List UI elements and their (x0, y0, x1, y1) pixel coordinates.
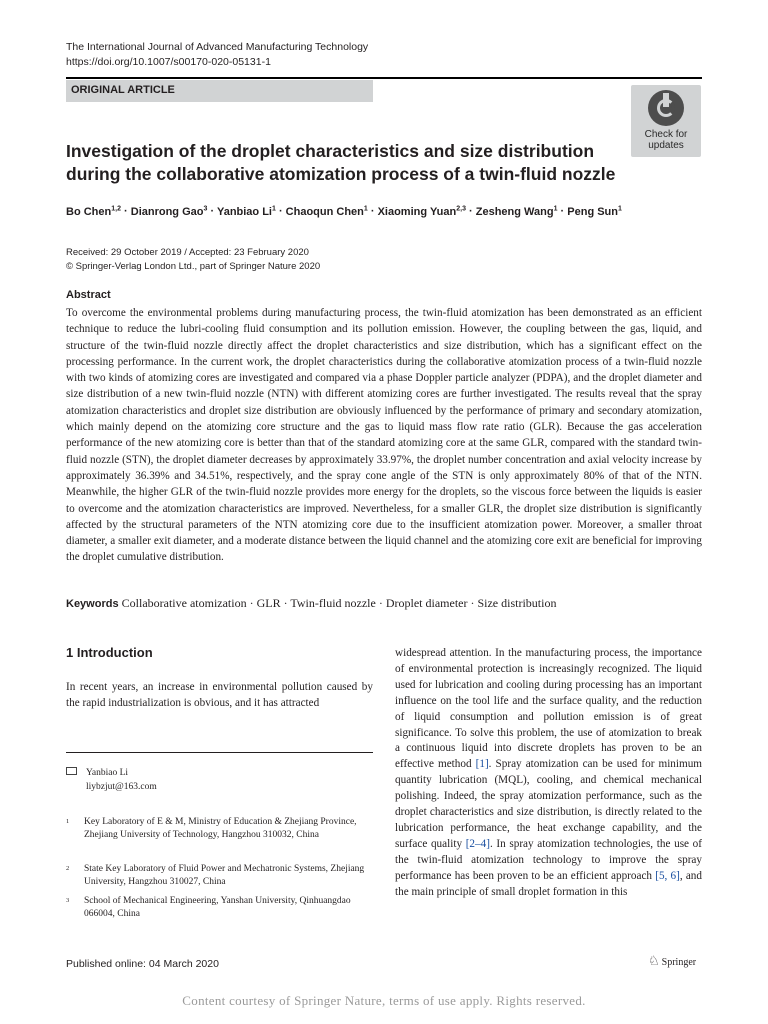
affiliation-item: 1 Key Laboratory of E & M, Ministry of Education & Zhejiang Province, Zhejiang University of Technology, Hangzhou 310032, China (66, 817, 357, 840)
check-updates-icon (648, 90, 684, 126)
intro-left-paragraph: In recent years, an increase in environmental pollution caused by the rapid industrialization is obvious, and it has attracted (66, 681, 373, 710)
author[interactable]: Bo Chen$^{1,2}$ (66, 205, 121, 218)
corresponding-name: Yanbiao Li (86, 768, 129, 778)
keywords-text: Collaborative atomization · GLR · Twin-fluid nozzle · Droplet diameter · Size distribution (121, 596, 557, 610)
footnote-rule (66, 752, 373, 753)
keywords (66, 596, 556, 611)
copyright-line: © Springer-Verlag London Ltd., part of Springer Nature 2020 (66, 261, 321, 272)
header-rule (66, 77, 702, 79)
affiliation-item: 2 State Key Laboratory of Fluid Power and Mechatronic Systems, Zhejiang University, Hangzhou 310027, China (66, 864, 365, 887)
article-dates (66, 246, 320, 274)
section-heading-introduction: 1 Introduction (66, 645, 153, 660)
article-title: Investigation of the droplet characteristics and size distribution during the collaborative atomization process of a twin-fluid nozzle (66, 141, 616, 184)
author[interactable]: Dianrong Gao$^3$ (130, 205, 208, 218)
springer-horse-icon: ♘ (648, 953, 660, 968)
published-date: Published online: 04 March 2020 (66, 958, 219, 970)
journal-header (66, 40, 368, 70)
affiliation-item: 3 School of Mechanical Engineering, Yanshan University, Qinhuangdao 066004, China (66, 896, 351, 919)
journal-name: The International Journal of Advanced Manufacturing Technology (66, 41, 369, 53)
courtesy-watermark: Content courtesy of Springer Nature, terms of use apply. Rights reserved. (182, 993, 586, 1008)
doi-link[interactable]: https://doi.org/10.1007/s00170-020-05131-1 (66, 56, 271, 68)
author[interactable]: Yanbiao Li$^1$ (216, 205, 276, 218)
author-list: Bo Chen$^{1,2}$ · Dianrong Gao$^3$ · Yanbiao $Li^1$ · Chaoqun Chen$^1$ · Xiaoming Yuan$^{2,3}$ · Zesheng Wang$^1$ · Peng Sun$^1$ (66, 205, 622, 218)
envelope-icon (66, 767, 77, 775)
author[interactable]: Chaoqun Chen$^1$ (285, 205, 368, 218)
citation-link[interactable]: [5, 6] (655, 869, 680, 882)
keywords-label: Keywords (66, 598, 119, 610)
author[interactable]: Xiaoming Yuan$^{2,3}$ (377, 205, 466, 218)
abstract-heading: Abstract (66, 289, 111, 301)
corresponding-author (66, 766, 157, 794)
received-accepted: Received: 29 October 2019 / Accepted: 23 February 2020 (66, 247, 309, 258)
corresponding-email[interactable]: liybzjut@163.com (86, 782, 157, 792)
author[interactable]: Zesheng Wang$^1$ (475, 205, 558, 218)
check-updates-line1: Check for (644, 129, 688, 140)
abstract-text: To overcome the environmental problems during manufacturing process, the twin-fluid atomization has been demonstrated as an efficient technique to reduce the lubri-cooling fluid consumption and its pollution emission. However, the coupling between the gas, liquid, and structure of the twin-fluid nozzle directly affect the droplet characteristics and size distribution, which has a significant effect on the processing performance. In the current work, the droplet characteristics during the collaborative atomization process of a twin-fluid nozzle with two kinds of atomizing cores are investigated and compared via a phase Doppler particle analyzer (PDPA), and the droplet diameter and size distribution of a new twin-fluid nozzle (NTN) with different atomizing cores are further investigated. The results reveal that the spray atomization characteristics and droplet size distribution are obviously influenced by the performance of primary and secondary atomization, which mainly depend on the atomizing core structure and the gas to liquid mass flow rate ratio (GLR). Because the gas acceleration performance of the new atomizing core is better than that of the standard atomizing core at the same GLR, compared with the standard twin-fluid nozzle (STN), the droplet diameter decreases by approximately 33.97%, the droplet number concentration and axial velocity increase by approximately 36.39% and 34.51%, respectively, and the spray cone angle of the STN is only approximately 80% of that of the NTN. Meanwhile, the higher GLR of the twin-fluid nozzle provides more energy for the droplets, so the viscous force between the liquids is easier to overcome and the atomization characteristics are improved. Nevertheless, for a smaller GLR, the droplet size distribution is significantly affected by the structural parameters of the NTN atomizing core due to the insufficient atomization power. Moreover, a smaller throat diameter, a smaller exit diameter, and a moderate distance between the liquid channel and the atomizing core exit are beneficial for improving the droplet cumulative distribution. (66, 307, 702, 564)
author[interactable]: Peng Sun$^1$ (567, 205, 622, 218)
citation-link[interactable]: [1] (475, 758, 489, 771)
article-type-label: ORIGINAL ARTICLE (66, 80, 373, 102)
citation-link[interactable]: [2–4] (465, 837, 490, 850)
intro-right-paragraph: widespread attention. In the manufacturing process, the importance of environmental protection is increasingly recognized. The liquid used for lubrication and cooling during processing has an important influence on the tool life and the surface quality, and the reduction of liquid consumption and pollution emission is of great significance. To solve this problem, the use of atomization to break a continuous liquid into discrete droplets has proven to be an effective method [1]. Spray atomization can be used for minimum quantity lubrication (MQL), cooling, and chemical mechanical polishing. Indeed, the spray atomization performance, such as the droplet characteristics and size distribution, is directly related to the lubrication performance, the heat exchange capability, and the surface quality [2–4]. In spray atomization technologies, the use of the twin-fluid atomization technology to improve the spray performance has been proven to be an efficient approach [5, 6], and the main principle of small droplet formation in this (395, 647, 703, 898)
check-updates-line2: updates (648, 140, 684, 151)
springer-logo: ♘ Springer (648, 953, 697, 968)
